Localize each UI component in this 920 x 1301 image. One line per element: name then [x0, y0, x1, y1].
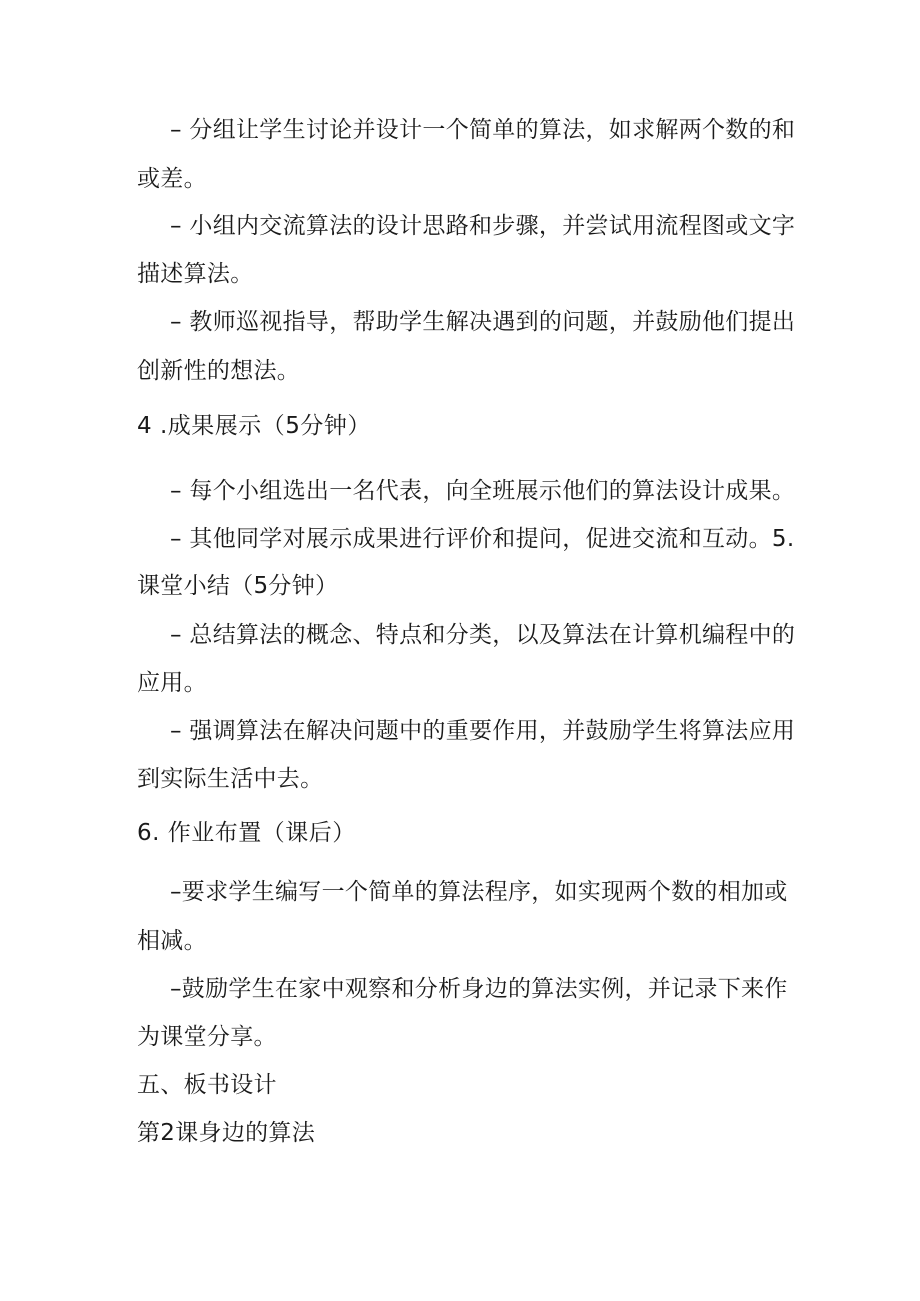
paragraph-line: – 强调算法在解决问题中的重要作用，并鼓励学生将算法应用	[170, 718, 796, 744]
paragraph-line: 到实际生活中去。	[137, 766, 324, 792]
paragraph-line: –要求学生编写一个简单的算法程序，如实现两个数的相加或	[170, 879, 788, 905]
paragraph-line: – 其他同学对展示成果进行评价和提问，促进交流和互动。5.	[170, 526, 795, 552]
paragraph-line: 应用。	[137, 670, 207, 696]
paragraph-line: – 分组让学生讨论并设计一个简单的算法，如求解两个数的和	[170, 117, 796, 143]
paragraph-line: – 每个小组选出一名代表，向全班展示他们的算法设计成果。	[170, 478, 796, 504]
paragraph-line: – 教师巡视指导，帮助学生解决遇到的问题，并鼓励他们提出	[170, 309, 796, 335]
paragraph-line: – 总结算法的概念、特点和分类，以及算法在计算机编程中的	[170, 622, 796, 648]
paragraph-line: 描述算法。	[137, 261, 254, 287]
paragraph-line: 创新性的想法。	[137, 358, 301, 384]
section-heading: 4 .成果展示（5分钟）	[137, 413, 371, 439]
section-heading: 6. 作业布置（课后）	[137, 820, 356, 846]
paragraph-line: 或差。	[137, 166, 207, 192]
paragraph-line: 为课堂分享。	[137, 1024, 277, 1050]
board-title: 第2课身边的算法	[137, 1120, 316, 1146]
section-heading: 五、板书设计	[137, 1072, 277, 1098]
paragraph-line: – 小组内交流算法的设计思路和步骤，并尝试用流程图或文字	[170, 213, 796, 239]
paragraph-line: 相减。	[137, 928, 207, 954]
paragraph-line: –鼓励学生在家中观察和分析身边的算法实例，并记录下来作	[170, 976, 788, 1002]
paragraph-line: 课堂小结（5分钟）	[137, 573, 339, 599]
